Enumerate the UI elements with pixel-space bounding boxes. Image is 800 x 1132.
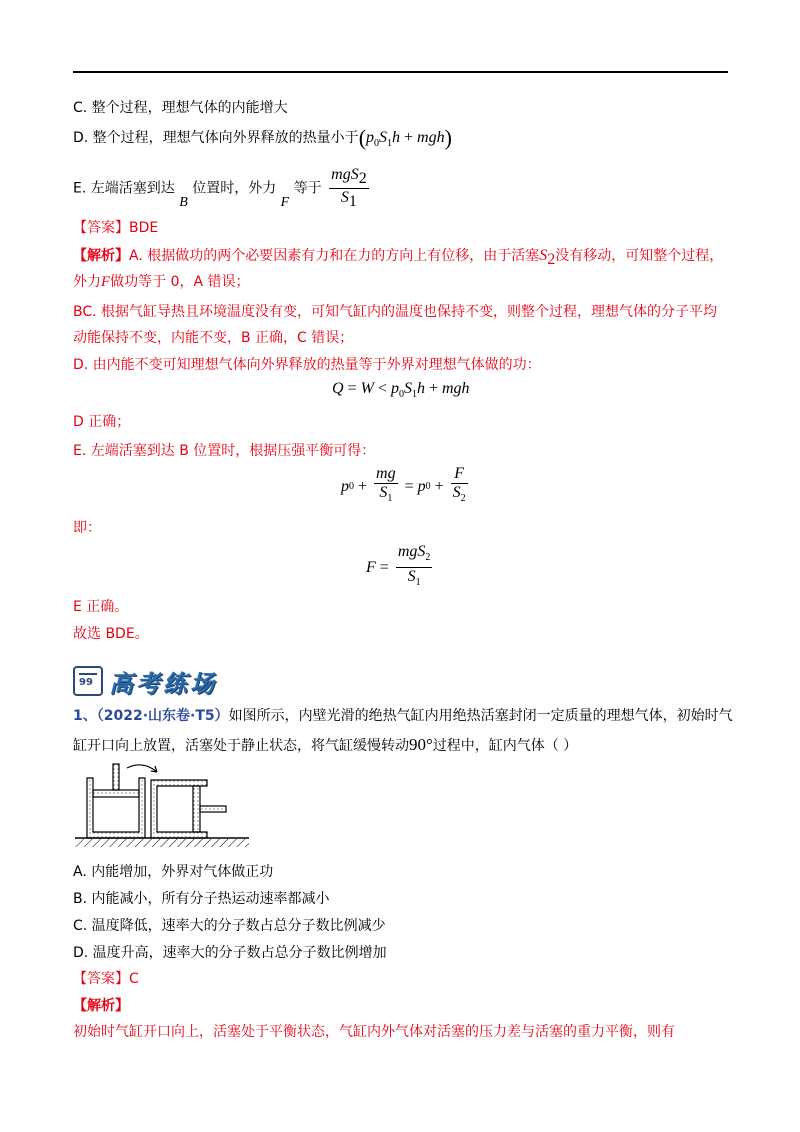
- analysis-ji: 即：: [73, 520, 101, 536]
- question-1-line2: 缸开口向上放置，活塞处于静止状态，将气缸缓慢转动90°过程中，缸内气体（ ）: [73, 735, 578, 754]
- rotated-cylinder: [151, 780, 226, 838]
- equation-pressure-balance: p 0 + $\frac{mg}{S_1}$ = p 0 + $\frac{F}{S_2}$: [341, 465, 466, 505]
- question-1-answer: 【答案】C: [73, 971, 139, 987]
- calendar-icon: 99: [73, 666, 103, 696]
- analysis-e-correct: E 正确。: [73, 599, 129, 615]
- question-1-analysis-line1: 初始时气缸开口向上，活塞处于平衡状态，气缸内外气体对活塞的压力差与活塞的重力平衡，则有: [73, 1024, 675, 1040]
- analysis-d-correct: D 正确；: [73, 414, 131, 430]
- analysis-bc-line2: 动能保持不变，内能不变，B 正确，C 错误；: [73, 330, 354, 346]
- option-c: C. 整个过程，理想气体的内能增大: [73, 100, 288, 116]
- header-rule: [73, 71, 728, 73]
- question-1-option-c: C. 温度降低，速率大的分子数占总分子数比例减少: [73, 918, 386, 934]
- equation-q-w: $Q = W < p_0S_1h$ + mgh: [332, 380, 470, 401]
- option-d: D. 整个过程，理想气体向外界释放的热量小于$(p_0S_1h + mgh)$: [73, 125, 452, 150]
- analysis-d-line: D. 由内能不变可知理想气体向外界释放的热量等于外界对理想气体做的功：: [73, 357, 541, 373]
- option-e: E. 左端活塞到达 B 位置时，外力 F 等于 $\frac{mgS_2}{S_1}$: [73, 166, 367, 211]
- analysis-a-line2: 外力F做功等于 0，A 错误；: [73, 274, 250, 290]
- question-1-analysis-label: 【解析】: [73, 998, 129, 1014]
- question-1-option-d: D. 温度升高，速率大的分子数占总分子数比例增加: [73, 945, 387, 961]
- analysis-a-line1: 【解析】A. 根据做功的两个必要因素有力和在力的方向上有位移，由于活塞$S_2$没有移动，可知整个过程，: [73, 247, 724, 268]
- equation-force: F = $\frac{mgS_2}{S_1}$: [366, 543, 431, 589]
- section-title: 高考练场: [109, 669, 217, 698]
- question-1-option-b: B. 内能减小，所有分子热运动速率都减小: [73, 891, 330, 907]
- section-banner: [73, 664, 217, 698]
- upright-cylinder: [87, 764, 145, 838]
- analysis-e-line: E. 左端活塞到达 B 位置时，根据压强平衡可得：: [73, 443, 376, 459]
- question-1-option-a: A. 内能增加，外界对气体做正功: [73, 864, 274, 880]
- analysis-bc-line1: BC. 根据气缸导热且环境温度没有变，可知气缸内的温度也保持不变，则整个过程，理想气体的分子平均: [73, 304, 718, 320]
- option-d-text: D. 整个过程，理想气体向外界释放的热量小于: [73, 130, 359, 146]
- option-e-fraction: $\frac{mgS_2}{S_1}$: [331, 166, 367, 210]
- cylinder-rotation-figure: [73, 756, 253, 852]
- analysis-conclusion: 故选 BDE。: [73, 626, 149, 642]
- question-1-line1: 1、（2022·山东卷·T5）如图所示，内壁光滑的绝热气缸内用绝热活塞封闭一定质量的理想气体，初始时气: [73, 708, 733, 724]
- answer-label: 【答案】BDE: [73, 220, 159, 236]
